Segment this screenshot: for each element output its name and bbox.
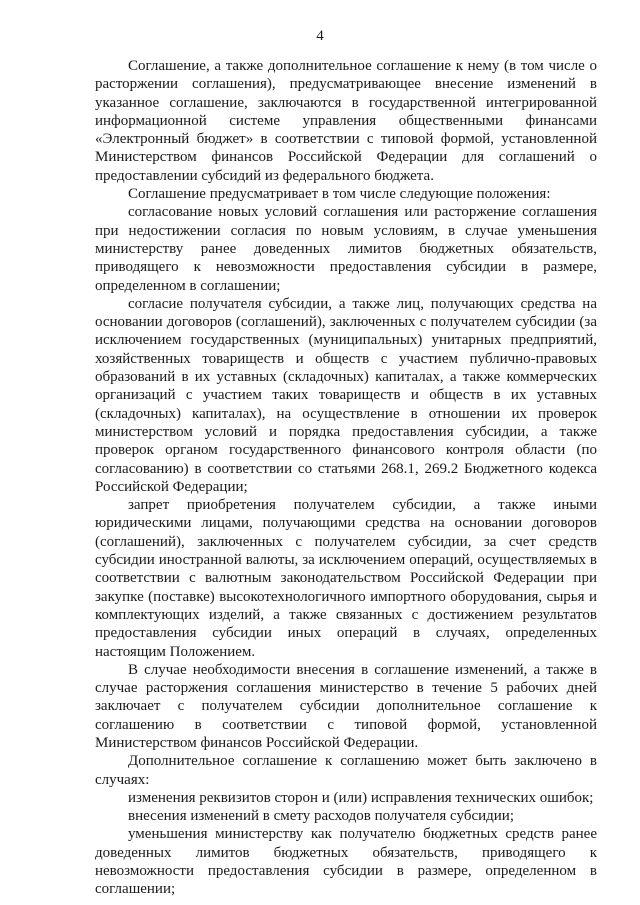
- paragraph: Дополнительное соглашение к соглашению может быть заключено в случаях:: [95, 753, 597, 788]
- paragraph: согласие получателя субсидии, а также лиц, получающих средства на основании договоров (соглашений), заключенных с получателем субсидии (за исключением государственных (муниципальных) унитарных предприятий, хозяйственных товариществ и обществ с участием публично-правовых образований в их уставных (складочных) капиталах, а также коммерческих организаций с участием таких товариществ и обществ в их уставных (складочных) капиталах), на осуществление в отношении их проверок министерством условий и порядка предоставления субсидии, а также проверок органом государственного финансового контроля области (по согласованию) в соответствии со статьями 268.1, 269.2 Бюджетного кодекса Российской Федерации;: [95, 295, 597, 495]
- paragraph: В случае необходимости внесения в соглашение изменений, а также в случае расторжения соглашения министерство в течение 5 рабочих дней заключает с получателем субсидии дополнительное соглашение к соглашению в соответствии с типовой формой, установленной Министерством финансов Российской Федерации.: [95, 661, 597, 751]
- page-number: 4: [316, 28, 324, 44]
- paragraph: запрет приобретения получателем субсидии, а также иными юридическими лицами, получающими средства на основании договоров (соглашений), заключенных с получателем субсидии, за счет средств субсидии иностранной валюты, за исключением операций, осуществляемых в соответствии с валютным законодательством Российской Федерации при закупке (поставке) высокотехнологичного импортного оборудования, сырья и комплектующих изделий, а также связанных с достижением результатов предоставления субсидии иных операций в случаях, определенных настоящим Положением.: [95, 497, 597, 660]
- paragraph: Соглашение предусматривает в том числе следующие положения:: [128, 186, 551, 203]
- paragraph: Соглашение, а также дополнительное соглашение к нему (в том числе о расторжении соглашения), предусматривающее внесение изменений в указанное соглашение, заключаются в государственной интегрированной информационной системе управления общественными финансами «Электронный бюджет» в соответствии с типовой формой, установленной Министерством финансов Российской Федерации для соглашений о предоставлении субсидий из федерального бюджета.: [95, 58, 597, 184]
- document-body: [95, 57, 597, 899]
- paragraph: изменения реквизитов сторон и (или) исправления технических ошибок;: [128, 789, 594, 806]
- paragraph: внесения изменений в смету расходов получателя субсидии;: [128, 808, 514, 825]
- paragraph: уменьшения министерству как получателю бюджетных средств ранее доведенных лимитов бюджетных обязательств, приводящего к невозможности предоставления субсидии в размере, определенном в соглашении;: [95, 826, 597, 898]
- paragraph: согласование новых условий соглашения или расторжение соглашения при недостижении согласия по новым условиям, в случае уменьшения министерству ранее доведенных лимитов бюджетных обязательств, приводящего к невозможности предоставления субсидии в размере, определенном в соглашении;: [95, 204, 597, 294]
